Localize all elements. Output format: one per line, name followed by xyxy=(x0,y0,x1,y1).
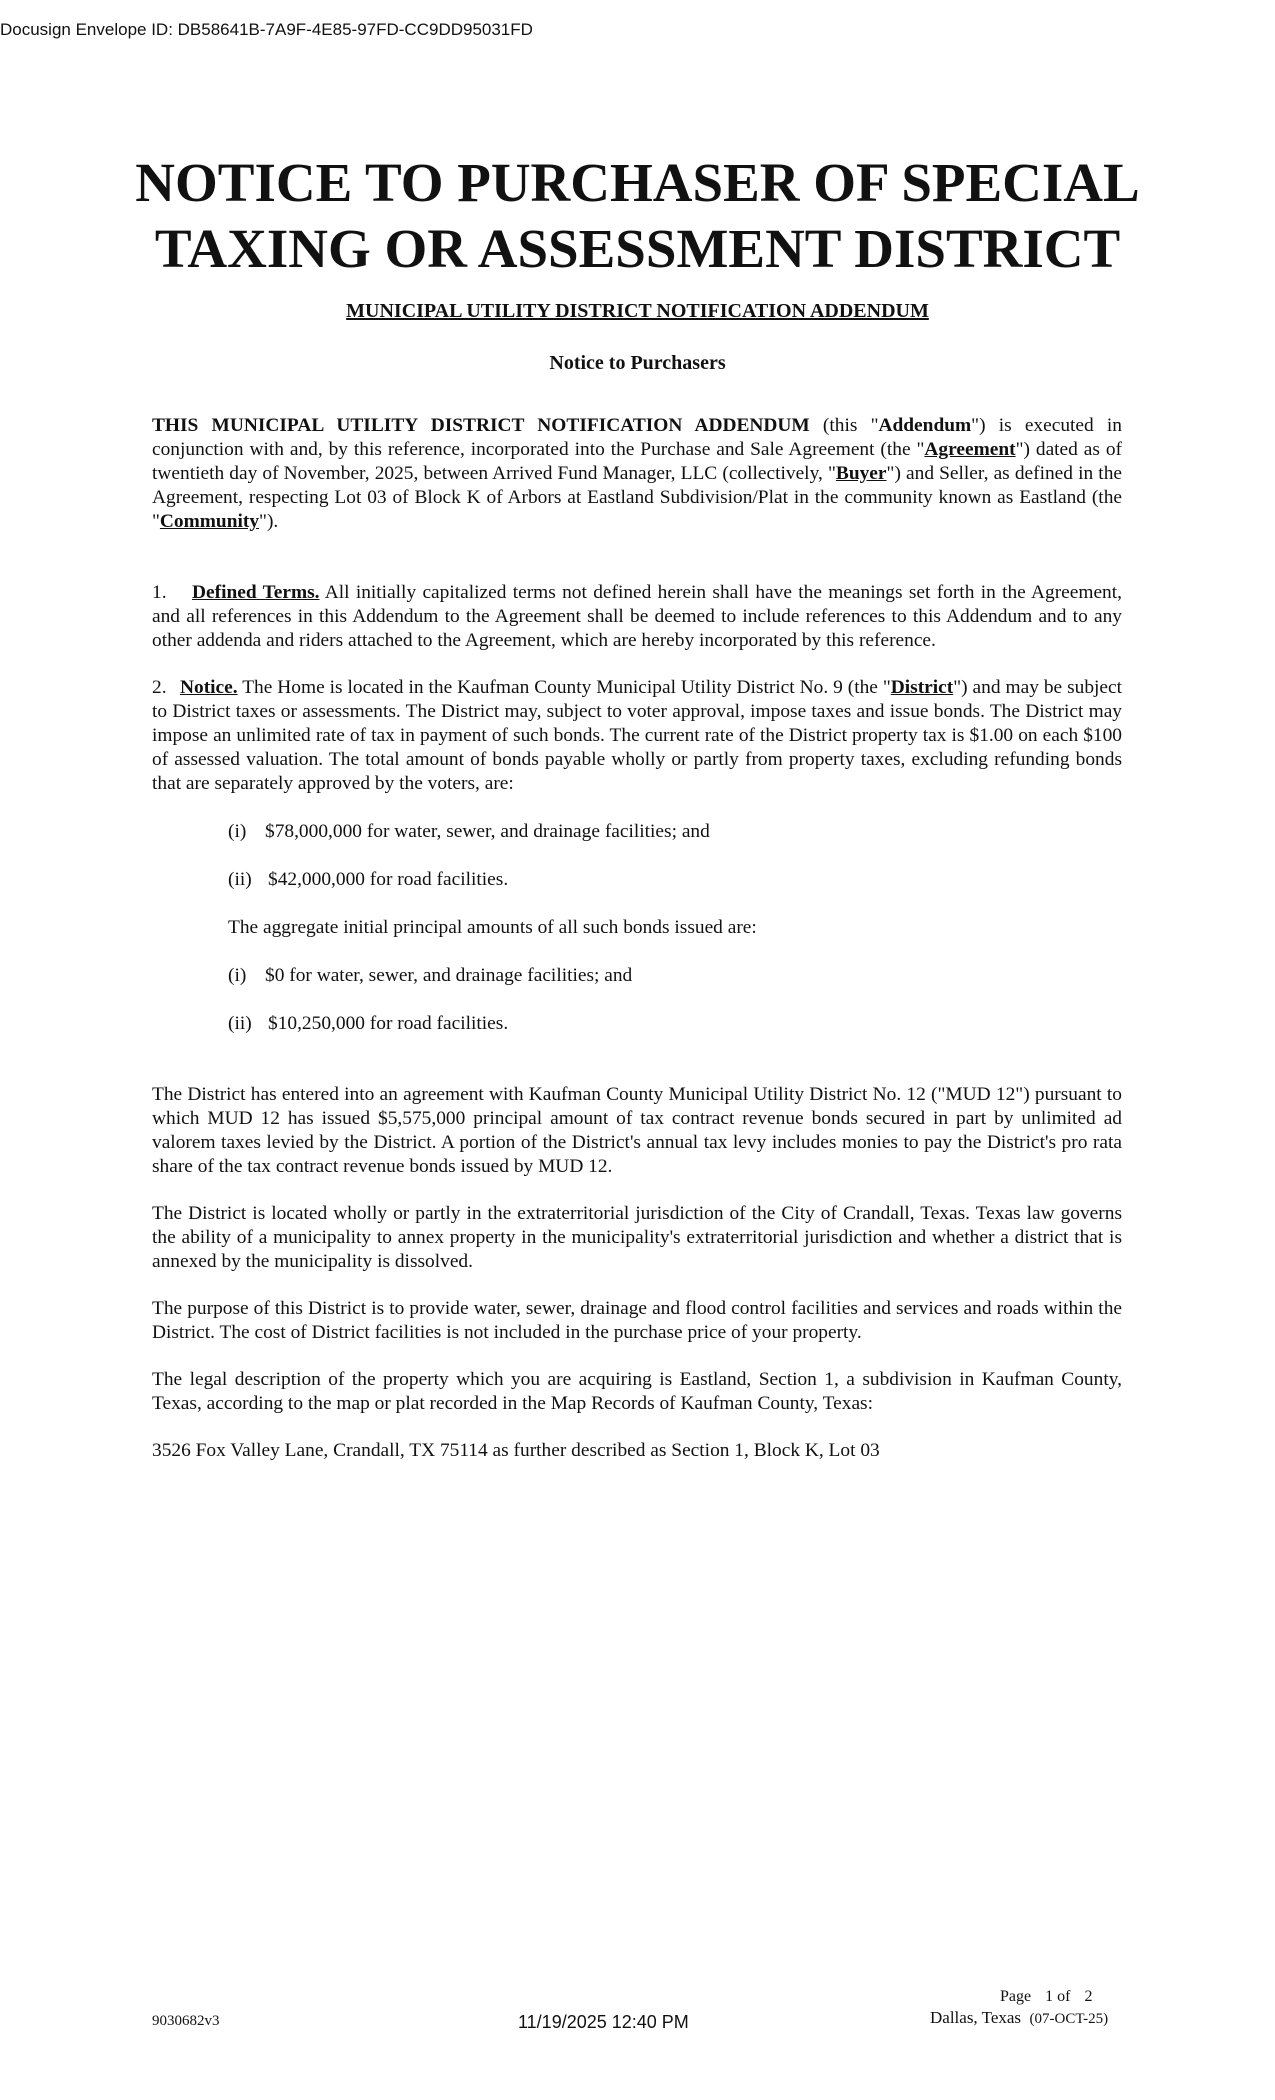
page-total: 2 xyxy=(1084,1988,1093,2005)
section-notice xyxy=(152,676,1122,796)
document-body xyxy=(152,414,1122,1463)
list-item-text: $0 for water, sewer, and drainage facilities; and xyxy=(265,965,633,986)
purpose-paragraph: The purpose of this District is to provide water, sewer, drainage and flood control facilities and services and roads within the District. The cost of District facilities is not included in the purchase price of your property. xyxy=(152,1298,1122,1343)
list-item-label: (ii) xyxy=(228,1013,252,1034)
term-buyer: Buyer xyxy=(835,463,887,484)
document-title xyxy=(0,150,1275,282)
section-number: 1. xyxy=(152,582,167,603)
title-line-2: TAXING OR ASSESSMENT DISTRICT xyxy=(154,218,1121,279)
title-line-1: NOTICE TO PURCHASER OF SPECIAL xyxy=(135,152,1140,213)
page-label: Page xyxy=(1000,1988,1032,2005)
list-item-label: (ii) xyxy=(228,869,252,890)
legal-description-paragraph: The legal description of the property which you are acquiring is Eastland, Section 1, a subdivision in Kaufman County, Texas, according to the map or plat recorded in the Map Records of Kaufman County, Texas: xyxy=(152,1369,1122,1414)
list-item-label: (i) xyxy=(228,965,247,986)
list-item-label: (i) xyxy=(228,821,247,842)
section-text: All initially capitalized terms not defined herein shall have the meanings set forth in the Agreement, and all references in this Addendum to the Agreement shall be deemed to include references to this Addendum and to any other addenda and riders attached to the Agreement, which are hereby incorporated by this reference. xyxy=(152,582,1122,651)
list-item-text: $42,000,000 for road facilities. xyxy=(268,869,509,890)
section-heading: Defined Terms. xyxy=(192,582,320,603)
section-text: The Home is located in the Kaufman County Municipal Utility District No. 9 (the " xyxy=(237,677,891,698)
list-item-text: $10,250,000 for road facilities. xyxy=(268,1013,509,1034)
etj-paragraph: The District is located wholly or partly in the extraterritorial jurisdiction of the City of Crandall, Texas. Texas law governs the ability of a municipality to annex property in the municipality's extraterritorial jurisdiction and whether a district that is annexed by the municipality is dissolved. xyxy=(152,1203,1122,1272)
subtitle-text: MUNICIPAL UTILITY DISTRICT NOTIFICATION ADDENDUM xyxy=(346,300,929,322)
intro-text: "). xyxy=(259,511,279,532)
page-number xyxy=(1000,1988,1106,2006)
section-number: 2. xyxy=(152,677,167,698)
intro-text: ") and Seller, as defined in the Agreement, respecting Lot 03 of Block K of Arbors at Eastland Subdivision/Plat in the community known as Eastland (the " xyxy=(152,463,1122,532)
term-community: Community xyxy=(159,511,260,532)
signature-timestamp: 11/19/2025 12:40 PM xyxy=(518,2012,689,2032)
property-address: 3526 Fox Valley Lane, Crandall, TX 75114 as further described as Section 1, Block K, Lot 03 xyxy=(152,1440,880,1461)
page-current: 1 of xyxy=(1045,1988,1071,2005)
term-addendum: Addendum xyxy=(878,415,972,436)
list-item xyxy=(152,964,1122,988)
list-item xyxy=(152,1012,1122,1036)
bond-list xyxy=(152,820,1122,1036)
term-agreement: Agreement xyxy=(924,439,1016,460)
list-item-text: $78,000,000 for water, sewer, and drainage facilities; and xyxy=(265,821,710,842)
document-code: 9030682v3 xyxy=(152,2013,220,2029)
term-district: District xyxy=(890,677,954,698)
aggregate-intro: The aggregate initial principal amounts of all such bonds issued are: xyxy=(228,917,757,938)
section-text: ") and may be subject to District taxes or assessments. The District may, subject to voter approval, impose taxes and issue bonds. The District may impose an unlimited rate of tax in payment of such bonds. The current rate of the District property tax is $1.00 on each $100 of assessed valuation. The total amount of bonds payable wholly or partly from property taxes, excluding refunding bonds that are separately approved by the voters, are: xyxy=(152,677,1123,794)
intro-text: ") dated as of twentieth day of November, 2025, between Arrived Fund Manager, LLC (collectively, " xyxy=(152,439,1122,484)
document-subtitle xyxy=(0,300,1275,323)
location-text: Dallas, Texas xyxy=(930,2008,1022,2027)
intro-text: ") is executed in conjunction with and, by this reference, incorporated into the Purchase and Sale Agreement (the " xyxy=(152,415,1122,460)
envelope-id: Docusign Envelope ID: DB58641B-7A9F-4E85-97FD-CC9DD95031FD xyxy=(0,20,533,39)
section-heading: Notice. xyxy=(180,677,238,698)
intro-text: (this " xyxy=(809,415,879,436)
section-defined-terms xyxy=(152,581,1122,653)
mud12-paragraph: The District has entered into an agreement with Kaufman County Municipal Utility District No. 12 ("MUD 12") pursuant to which MUD 12 has issued $5,575,000 principal amount of tax contract revenue bonds secured in part by unlimited ad valorem taxes levied by the District. A portion of the District's annual tax levy includes monies to pay the District's pro rata share of the tax contract revenue bonds issued by MUD 12. xyxy=(152,1084,1122,1177)
list-item xyxy=(152,868,1122,892)
intro-paragraph xyxy=(152,414,1122,534)
notice-subheading: Notice to Purchasers xyxy=(549,352,726,374)
form-date: (07-OCT-25) xyxy=(1029,2011,1109,2027)
intro-lead: THIS MUNICIPAL UTILITY DISTRICT NOTIFICATION ADDENDUM xyxy=(152,415,810,436)
list-item xyxy=(152,820,1122,844)
form-location xyxy=(930,2008,1108,2028)
